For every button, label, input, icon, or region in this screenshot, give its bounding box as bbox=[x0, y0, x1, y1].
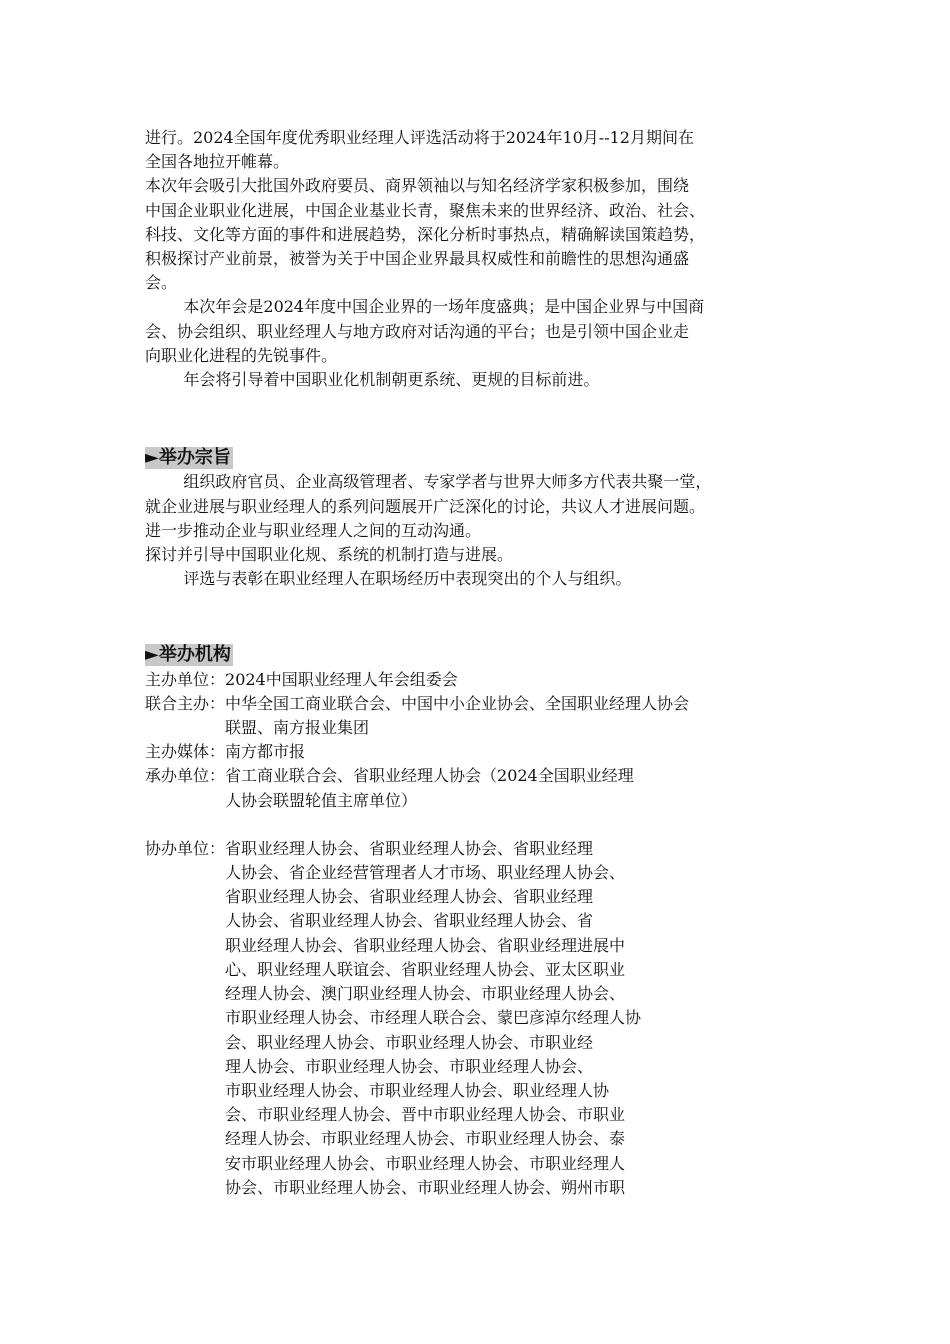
text-line: 理人协会、市职业经理人协会、市职业经理人协会、 bbox=[225, 1056, 594, 1076]
org-value bbox=[225, 668, 458, 692]
org-organizer bbox=[145, 764, 825, 812]
text-line: 市职业经理人协会、市职业经理人协会、职业经理人协 bbox=[225, 1080, 610, 1100]
org-label: 主办单位： bbox=[145, 669, 226, 689]
text-line: 进行。2024全国年度优秀职业经理人评选活动将于2024年10月--12月期间在 bbox=[145, 128, 694, 147]
text-line: 积极探讨产业前景，被誉为关于中国企业界最具权威性和前瞻性的思想沟通盛 bbox=[145, 249, 690, 269]
text-line: 协会、市职业经理人协会、市职业经理人协会、朔州市职 bbox=[225, 1177, 626, 1197]
org-host bbox=[145, 668, 825, 692]
purpose-paragraph-2: 进一步推动企业与职业经理人之间的互动沟通。 bbox=[145, 520, 482, 540]
text-line: 省职业经理人协会、省职业经理人协会、省职业经理 bbox=[225, 838, 594, 858]
document-page bbox=[145, 126, 825, 1200]
text-line: 人协会、省职业经理人协会、省职业经理人协会、省 bbox=[225, 911, 594, 931]
intro-paragraph-3 bbox=[145, 295, 825, 368]
purpose-paragraph-3: 探讨并引导中国职业化规、系统的机制打造与进展。 bbox=[145, 545, 514, 565]
org-label: 主办媒体： bbox=[145, 742, 226, 762]
org-value bbox=[225, 764, 634, 812]
text-line: 安市职业经理人协会、市职业经理人协会、市职业经理人 bbox=[225, 1153, 626, 1173]
purpose-paragraph-4: 评选与表彰在职业经理人在职场经历中表现突出的个人与组织。 bbox=[183, 569, 632, 589]
intro-paragraph-4: 年会将引导着中国职业化机制朝更系统、更规的目标前进。 bbox=[183, 370, 600, 390]
org-value bbox=[225, 740, 305, 764]
text-line: 人协会联盟轮值主席单位） bbox=[225, 790, 418, 810]
text-line: 经理人协会、市职业经理人协会、市职业经理人协会、泰 bbox=[225, 1129, 626, 1149]
text-line: 经理人协会、澳门职业经理人协会、市职业经理人协会、 bbox=[225, 984, 626, 1004]
org-value bbox=[225, 692, 689, 740]
text-line: 中华全国工商业联合会、中国中小企业协会、全国职业经理人协会 bbox=[225, 693, 690, 713]
text-line: 会、职业经理人协会、市职业经理人协会、市职业经 bbox=[225, 1032, 594, 1052]
text-line: 2024中国职业经理人年会组委会 bbox=[225, 669, 458, 689]
org-media bbox=[145, 740, 825, 764]
org-label: 协办单位： bbox=[145, 838, 226, 858]
text-line: 会。 bbox=[145, 273, 178, 293]
org-label: 承办单位： bbox=[145, 766, 226, 786]
text-line: 职业经理人协会、省职业经理人协会、省职业经理进展中 bbox=[225, 935, 626, 955]
org-value bbox=[225, 837, 641, 1200]
text-line: 全国各地拉开帷幕。 bbox=[145, 152, 290, 172]
text-line: 组织政府官员、企业高级管理者、专家学者与世界大师多方代表共聚一堂， bbox=[183, 472, 712, 492]
text-line: 省工商业联合会、省职业经理人协会（2024全国职业经理 bbox=[225, 766, 634, 786]
intro-paragraph-2 bbox=[145, 174, 825, 295]
text-line: 本次年会吸引大批国外政府要员、商界领袖以与知名经济学家积极参加，围绕 bbox=[145, 176, 690, 196]
org-label: 联合主办： bbox=[145, 693, 226, 713]
section-heading-organizations: ►举办机构 bbox=[145, 644, 231, 666]
org-co-host bbox=[145, 692, 825, 740]
text-line: 市职业经理人协会、市经理人联合会、蒙巴彦淖尔经理人协 bbox=[225, 1008, 642, 1028]
org-assist bbox=[145, 837, 825, 1200]
text-line: 人协会、省企业经营管理者人才市场、职业经理人协会、 bbox=[225, 863, 626, 883]
purpose-paragraph-1 bbox=[145, 470, 825, 518]
text-line: 会、协会组织、职业经理人与地方政府对话沟通的平台；也是引领中国企业走 bbox=[145, 321, 690, 341]
text-line: 联盟、南方报业集团 bbox=[225, 718, 370, 738]
intro-paragraph-1 bbox=[145, 126, 825, 174]
text-line: 科技、文化等方面的事件和进展趋势，深化分析时事热点，精确解读国策趋势， bbox=[145, 224, 706, 244]
text-line: 本次年会是2024年度中国企业界的一场年度盛典；是中国企业界与中国商 bbox=[183, 297, 705, 317]
text-line: 就企业进展与职业经理人的系列问题展开广泛深化的讨论，共议人才进展问题。 bbox=[145, 496, 706, 516]
spacer bbox=[145, 813, 825, 837]
text-line: 心、职业经理人联谊会、省职业经理人协会、亚太区职业 bbox=[225, 959, 626, 979]
text-line: 中国企业职业化进展，中国企业基业长青，聚焦未来的世界经济、政治、社会、 bbox=[145, 200, 706, 220]
text-line: 会、市职业经理人协会、晋中市职业经理人协会、市职业 bbox=[225, 1105, 626, 1125]
section-heading-purpose: ►举办宗旨 bbox=[145, 447, 231, 469]
text-line: 向职业化进程的先锐事件。 bbox=[145, 345, 338, 365]
text-line: 南方都市报 bbox=[225, 742, 306, 762]
text-line: 省职业经理人协会、省职业经理人协会、省职业经理 bbox=[225, 887, 594, 907]
